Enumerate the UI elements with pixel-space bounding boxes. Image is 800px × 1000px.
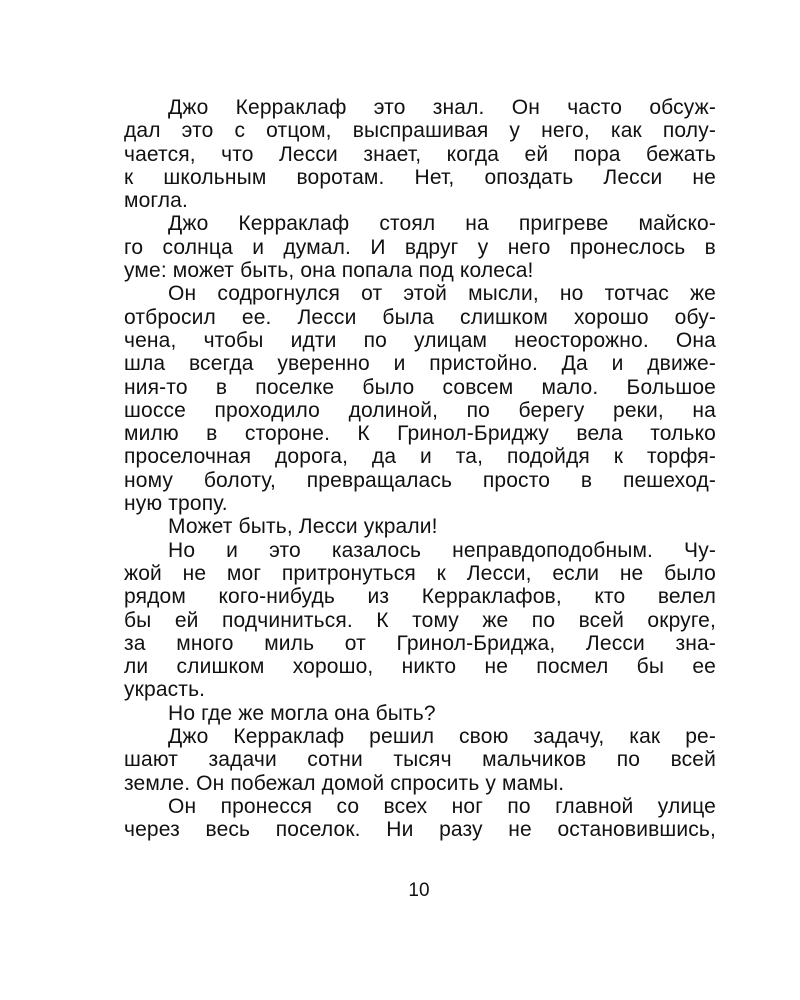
text-line: рядом кого-нибудь из Керраклафов, кто велел	[124, 585, 716, 609]
text-line: чается, что Лесси знает, когда ей пора бежать	[124, 142, 716, 166]
text-line: Джо Керраклаф решил свою задачу, как ре-	[168, 725, 716, 749]
text-line: Джо Керраклаф стоял на пригреве майско-	[168, 212, 716, 236]
text-line: жой не мог притронуться к Лесси, если не было	[124, 561, 716, 585]
text-line: ли слишком хорошо, никто не посмел бы ее	[124, 655, 716, 679]
text-line: Он пронесся со всех ног по главной улице	[168, 794, 716, 818]
text-line: чена, чтобы идти по улицам неосторожно. Она	[124, 328, 716, 352]
text-line: Но где же могла она быть?	[168, 701, 436, 725]
text-line: шают задачи сотни тысяч мальчиков по всей	[124, 748, 716, 772]
body-text	[124, 96, 716, 842]
text-line: Джо Керраклаф это знал. Он часто обсуж-	[168, 96, 716, 119]
text-line: могла.	[124, 189, 188, 213]
text-line: к школьным воротам. Нет, опоздать Лесси не	[124, 165, 716, 189]
text-line: го солнца и думал. И вдруг у него пронеслось в	[124, 235, 716, 259]
text-line: ния-то в поселке было совсем мало. Большое	[124, 375, 716, 399]
text-line: шла всегда уверенно и пристойно. Да и движе-	[124, 352, 716, 376]
text-line: Он содрогнулся от этой мысли, но тотчас же	[168, 282, 716, 306]
text-line: за много миль от Гринол-Бриджа, Лесси зна-	[124, 631, 716, 655]
text-line: ную тропу.	[124, 492, 228, 516]
text-line: шоссе проходило долиной, по берегу реки, на	[124, 398, 716, 422]
text-line: украсть.	[124, 678, 206, 702]
page-number: 10	[408, 880, 430, 901]
text-line: милю в стороне. К Гринол-Бриджу вела только	[124, 422, 716, 446]
text-line: отбросил ее. Лесси была слишком хорошо обу-	[124, 305, 716, 329]
text-line: ному болоту, превращалась просто в пешеход-	[124, 468, 716, 492]
text-line: Может быть, Лесси украли!	[168, 515, 438, 539]
text-line: земле. Он побежал домой спросить у мамы.	[124, 771, 565, 795]
text-line: проселочная дорога, да и та, подойдя к торфя-	[124, 445, 716, 469]
text-line: уме: может быть, она попала под колеса!	[124, 259, 534, 283]
text-line: бы ей подчиниться. К тому же по всей округе,	[124, 608, 716, 632]
text-line: Но и это казалось неправдоподобным. Чу-	[168, 538, 716, 562]
text-line: дал это с отцом, выспрашивая у него, как полу-	[124, 119, 716, 143]
text-line: через весь поселок. Ни разу не остановившись,	[124, 818, 716, 842]
